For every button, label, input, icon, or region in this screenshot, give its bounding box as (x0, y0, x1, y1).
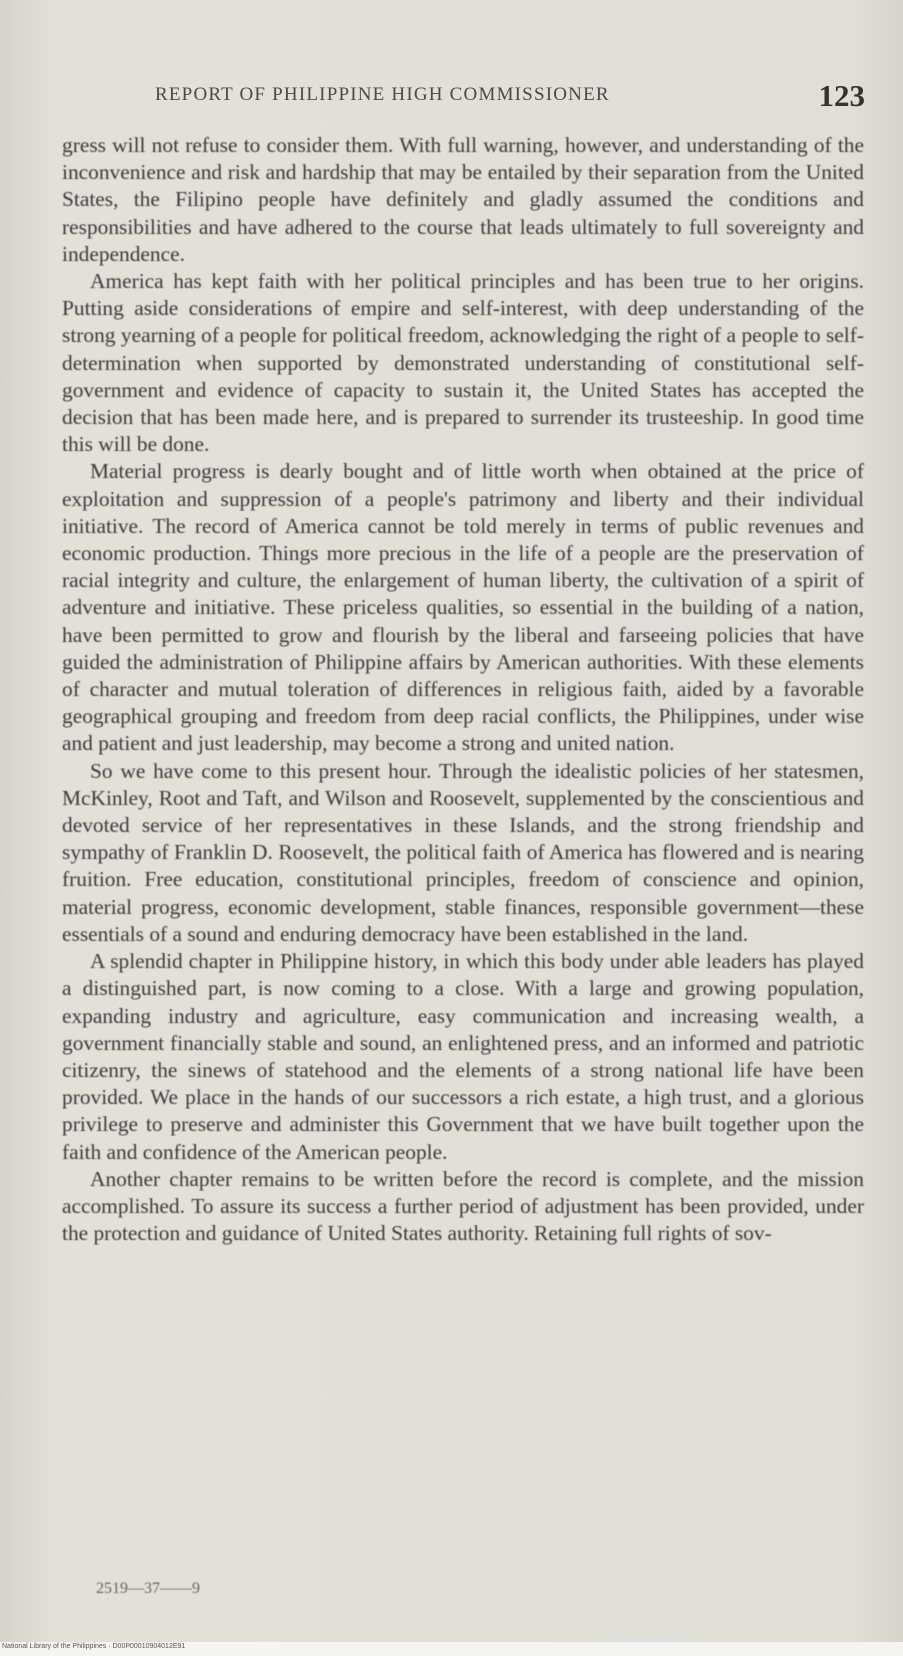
body-text (62, 132, 864, 1247)
header-title: REPORT OF PHILIPPINE HIGH COMMISSIONER (155, 84, 610, 105)
paragraph-continued: gress will not refuse to consider them. With full warning, however, and understanding of the inconvenience and risk and hardship that may be entailed by their separation from the United States, the Filipino people have definitely and gladly assumed the conditions and responsibilities and have adhered to the course that leads ultimately to full sovereignty and independence. (62, 133, 864, 266)
paragraph: A splendid chapter in Philippine history, in which this body under able leaders has played a distinguished part, is now coming to a close. With a large and growing population, expanding industry and agriculture, easy communication and increasing wealth, a government financially stable and sound, an enlightened press, and an informed and patriotic citizenry, the sinews of statehood and the elements of a strong national life have been provided. We place in the hands of our successors a rich estate, a high trust, and a glorious privilege to preserve and administer this Government that we have built together upon the faith and confidence of the American people. (62, 949, 864, 1164)
paragraph: America has kept faith with her political principles and has been true to her origins. Putting aside considerations of empire and self-interest, with deep understanding of the strong yearning of a people for political freedom, acknowledging the right of a people to self-determination when supported by demonstrated understanding of constitutional self-government and evidence of capacity to sustain it, the United States has accepted the decision that has been made here, and is prepared to surrender its trusteeship. In good time this will be done. (62, 269, 864, 457)
running-header (155, 80, 865, 120)
paragraph: Material progress is dearly bought and of little worth when obtained at the price of exploitation and suppression of a people's patrimony and liberty and their individual initiative. The record of America cannot be told merely in terms of public revenues and economic production. Things more precious in the life of a people are the preservation of racial integrity and culture, the enlargement of human liberty, the cultivation of a spirit of adventure and initiative. These priceless qualities, so essential in the building of a nation, have been permitted to grow and flourish by the liberal and farseeing policies that have guided the administration of Philippine affairs by American authorities. With these elements of character and mutual toleration of differences in religious faith, aided by a favorable geographical grouping and freedom from deep racial conflicts, the Philippines, under wise and patient and just leadership, may become a strong and united nation. (62, 459, 864, 756)
paragraph: So we have come to this present hour. Through the idealistic policies of her statesmen, McKinley, Root and Taft, and Wilson and Roosevelt, supplemented by the conscientious and devoted service of her representatives in these Islands, and the strong friendship and sympathy of Franklin D. Roosevelt, the political faith of America has flowered and is nearing fruition. Free education, constitutional principles, freedom of conscience and opinion, material progress, economic development, stable finances, responsible government—these essentials of a sound and enduring democracy have been established in the land. (62, 758, 864, 946)
page-number: 123 (818, 78, 865, 113)
paragraph: Another chapter remains to be written before the record is complete, and the mission accomplished. To assure its success a further period of adjustment has been provided, under the protection and guidance of United States authority. Retaining full rights of sov- (62, 1166, 864, 1246)
scan-credit: National Library of the Philippines · D00P00010904012E91 (2, 1643, 186, 1650)
scan-credit-strip (0, 1642, 903, 1656)
signature-code: 2519—37——9 (96, 1580, 200, 1597)
